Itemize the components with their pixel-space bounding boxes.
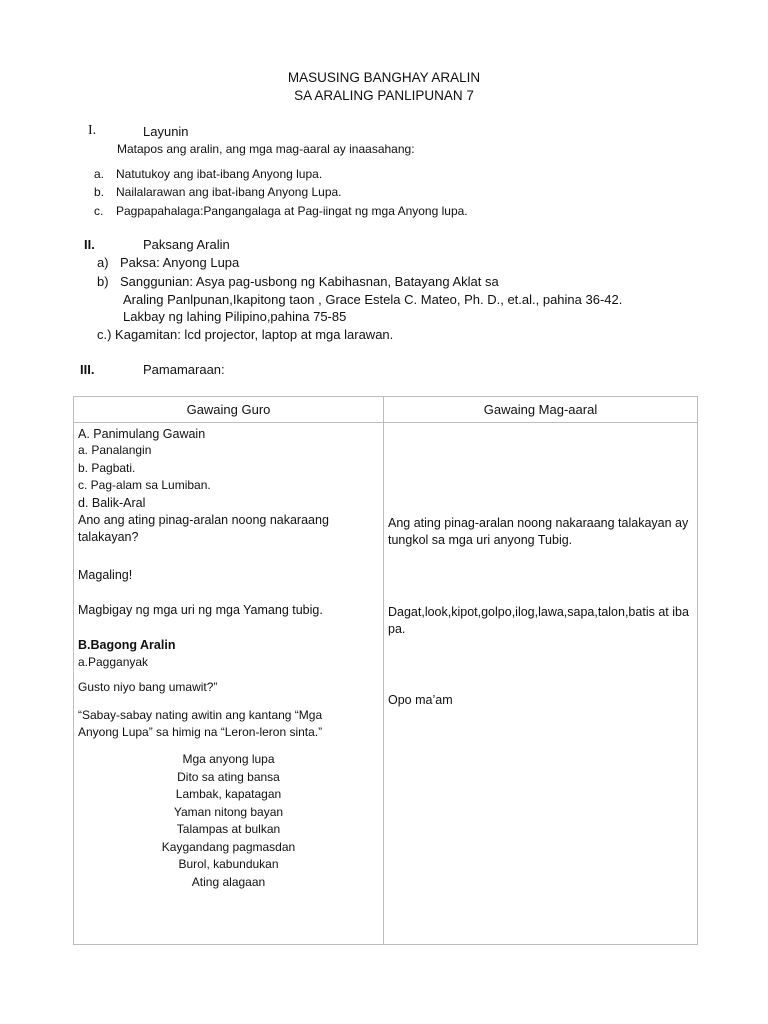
student-answer: Dagat,look,kipot,golpo,ilog,lawa,sapa,talon,batis at iba pa. [388,605,689,636]
kagamitan-text: c.) Kagamitan: lcd projector, laptop at mga larawan. [97,327,394,342]
paksa-text: Paksa: Anyong Lupa [120,255,240,270]
paksa-marker: a) [97,255,109,270]
bagong-aralin-heading: B.Bagong Aralin [78,638,176,652]
student-answer: Opo ma’am [388,693,453,707]
teacher-praise: Magaling! [78,568,133,582]
objective-marker: a. [94,167,105,181]
song-line: Dito sa ating bansa [177,769,280,784]
song-line: Ating alagaan [191,874,266,889]
sanggunian-marker: b) [97,274,109,289]
objective-item: Nailalarawan ang ibat-ibang Anyong Lupa. [116,185,342,199]
list-item: a. Panalangin [78,443,152,457]
objective-marker: c. [94,204,104,218]
panimulang-gawain-heading: A. Panimulang Gawain [78,427,206,441]
document-subtitle: SA ARALING PANLIPUNAN 7 [294,88,474,103]
section-heading-paksang-aralin: Paksang Aralin [143,237,230,252]
song-line: Kaygandang pagmasdan [161,839,296,854]
song-line: Talampas at bulkan [176,822,281,836]
teacher-invitation: Gusto niyo bang umawit?” [78,680,218,694]
activities-table [73,396,698,945]
list-item: c. Pag-alam sa Lumiban. [78,478,211,492]
sanggunian-reference-line: Lakbay ng lahing Pilipino,pahina 75-85 [123,309,347,324]
header-divider [74,422,697,423]
teacher-question: Ano ang ating pinag-aralan noong nakaraang talakayan? [78,513,329,544]
teacher-prompt: Magbigay ng mga uri ng mga Yamang tubig. [78,603,323,617]
song-line: Mga anyong lupa [182,752,275,766]
section-heading-layunin: Layunin [143,124,189,139]
section-numeral-3: III. [80,362,95,377]
song-line: Lambak, kapatagan [175,787,282,801]
student-answer: Ang ating pinag-aralan noong nakaraang talakayan ay tungkol sa mga uri anyong Tubig. [388,516,689,547]
song-line: Burol, kabundukan [178,857,279,871]
objective-item: Natutukoy ang ibat-ibang Anyong lupa. [116,167,323,181]
teacher-song-instruction: “Sabay-sabay nating awitin ang kantang “Mga Anyong Lupa” sa himig na “Leron-leron sinta.” [78,708,323,739]
objective-item: Pagpapahalaga:Pangangalaga at Pag-iingat ng mga Anyong lupa. [116,204,468,218]
list-item: b. Pagbati. [78,461,136,475]
column-header-gawaing-guro: Gawaing Guro [186,402,271,417]
section-numeral-1: I. [88,123,97,138]
pagganyak-heading: a.Pagganyak [78,655,149,669]
objectives-intro: Matapos ang aralin, ang mga mag-aaral ay inaasahang: [117,142,415,156]
song-line: Yaman nitong bayan [173,804,284,819]
balik-aral-heading: d. Balik-Aral [78,496,146,510]
objective-marker: b. [94,185,105,199]
sanggunian-text: Sanggunian: Asya pag-usbong ng Kabihasnan, Batayang Aklat sa [120,274,499,289]
document-title: MASUSING BANGHAY ARALIN [287,70,481,85]
section-heading-pamamaraan: Pamamaraan: [143,362,225,377]
column-divider [383,397,384,944]
sanggunian-reference-line: Araling Panlpunan,Ikapitong taon , Grace Estela C. Mateo, Ph. D., et.al., pahina 36-42. [123,292,623,307]
column-header-gawaing-mag-aaral: Gawaing Mag-aaral [483,402,598,417]
section-numeral-2: II. [84,237,95,252]
